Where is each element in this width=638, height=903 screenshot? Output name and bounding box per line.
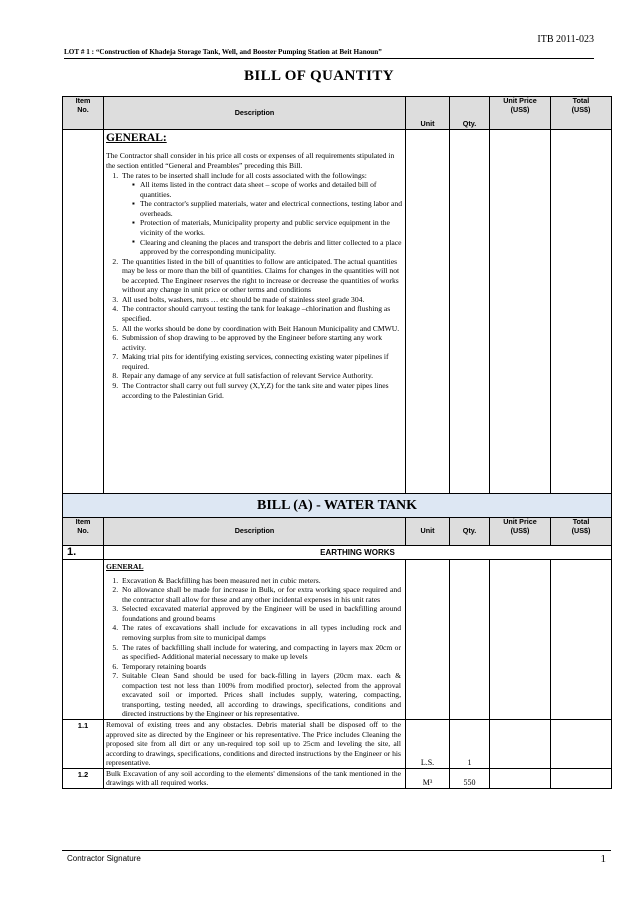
list-item: 1. The rates to be inserted shall include for all costs associated with the followings: ▪ All items listed in the contract data sheet – scope of works and detailed bill of quantities. ▪ The contractor's supplied materials, water and electrical connections, testing labor and overheads. ▪ Protection of materials, Municipality property and public service equipment in the vicinity of the works. ▪ Clearing and cleaning the places and transport the debris and litter collected to a place approved by the corresponding municipality. [120,171,405,257]
page-title: BILL OF QUANTITY [243,68,395,84]
col-unit-price-header: Unit Price (US$) [490,518,551,546]
item-description: Removal of existing trees and any obstacles. Debris material shall be disposed off to the approved site as directed by the Engineer or his representative. The Price includes Cleaning the proposed site from all dirt or any un-required top soil up to 25cm and leveling the site, all according to drawings, specifications, conditions and directed instructions by the Engineer or his representative. [104,720,406,769]
list-item: 6. Submission of shop drawing to be approved by the Engineer before starting any work activity. [120,333,405,352]
list-item: 7. Making trial pits for identifying existing services, connecting existing water pipelines if required. [120,352,405,371]
list-item: 6. Temporary retaining boards [120,662,401,672]
list-item: 2. The quantities listed in the bill of quantities to follow are anticipated. The actual quantities may be less or more than the bill of quantities. Claims for changes in the quantities will not be accepted. The Engineer reserves the right to increase or decrease the quantities of works without any change in unit price or other terms and conditions [120,257,405,295]
general-heading: GENERAL: [106,132,167,144]
list-item: 9. The Contractor shall carry out full survey (X,Y,Z) for the tank site and water pipes lines according to the Palestinian Grid. [120,381,405,400]
list-item: 8. Repair any damage of any service at full satisfaction of relevant Service Authority. [120,371,405,381]
col-unit-header: Unit [406,518,450,546]
bill-a-title: BILL (A) - WATER TANK [63,494,612,518]
col-item-header: Item No. [63,518,104,546]
col-unit-header: Unit [406,97,450,130]
table-header-row [63,97,612,130]
col-total-header: Total (US$) [551,97,612,130]
item-unit-price[interactable] [490,768,551,788]
item-total[interactable] [551,768,612,788]
general-row [63,130,612,494]
list-item: 5. The rates of backfilling shall include for watering, and compacting in layers max 20cm or as specified- Additional material necessary to make up levels [120,643,401,662]
list-item: 7. Suitable Clean Sand should be used for back-filling in layers (20cm max. each & compaction test not less than 100% from modified proctor), selected from the approval excavated soil or imported. Prices shall includes supply, watering, compacting, transporting, testing needed, all according to drawings, specifications, conditions and directed instructions by the Engineer or his representative. [120,671,401,719]
list-item: 4. The contractor should carryout testing the tank for leakage –chlorination and flushing as specified. [120,304,405,323]
col-unit-price-header: Unit Price (US$) [490,97,551,130]
lot-title: LOT # 1 : “Construction of Khadeja Storage Tank, Well, and Booster Pumping Station at Beit Hanoun” [64,48,594,59]
item-total[interactable] [551,720,612,769]
table-row [63,768,612,788]
item-unit-price[interactable] [490,720,551,769]
col-total-header: Total (US$) [551,518,612,546]
general-intro: The Contractor shall consider in his price all costs or expenses of all requirements stipulated in the section entitled “General and Preambles” preceding this Bill. [106,151,395,171]
general-conditions [104,130,406,494]
earthing-general-heading: GENERAL [106,562,144,571]
contractor-signature-label: Contractor Signature [67,854,141,863]
item-number: 1.2 [63,768,104,788]
section-row [63,546,612,560]
list-item: 3. Selected excavated material approved by the Engineer will be used in backfilling around foundations and ground beams [120,604,401,623]
col-qty-header: Qty. [450,97,490,130]
col-description-header: Description [104,518,406,546]
bullet-item: ▪ The contractor's supplied materials, water and electrical connections, testing labor and overheads. [132,199,405,218]
table-row [63,720,612,769]
footer-divider [62,850,611,851]
earthing-general-row [63,560,612,720]
item-qty: 1 [450,720,490,769]
page-number: 1 [600,853,606,865]
col-item-header: Item No. [63,97,104,130]
bullet-item: ▪ Clearing and cleaning the places and transport the debris and litter collected to a place approved by the corresponding municipality. [132,238,405,257]
list-item: 2. No allowance shall be made for increase in Bulk, or for extra working space required and the contractor shall allow for these and any other incidental expenses in his unit rates [120,585,401,604]
bullet-item: ▪ All items listed in the contract data sheet – scope of works and detailed bill of quantities. [132,180,405,199]
earthing-general-notes [104,560,406,720]
item-description: Bulk Excavation of any soil according to the elements' dimensions of the tank mentioned in the drawings with all required works. [104,768,406,788]
table-header-row [63,518,612,546]
section-title: EARTHING WORKS [104,546,612,560]
section-number: 1. [63,546,104,560]
document-reference: ITB 2011-023 [537,34,594,45]
general-table [62,96,612,494]
item-qty: 550 [450,768,490,788]
item-number: 1.1 [63,720,104,769]
list-item: 1. Excavation & Backfilling has been measured net in cubic meters. [120,576,401,586]
col-qty-header: Qty. [450,518,490,546]
list-item: 4. The rates of excavations shall include for excavations in all types including rock and removing surplus from site to municipal damps [120,623,401,642]
bullet-item: ▪ Protection of materials, Municipality property and public service equipment in the vicinity of the works. [132,218,405,237]
list-item: 5. All the works should be done by coordination with Beit Hanoun Municipality and CMWU. [120,324,405,334]
col-description-header: Description [104,97,406,130]
list-item: 3. All used bolts, washers, nuts … etc should be made of stainless steel grade 304. [120,295,405,305]
bill-a-title-row [63,494,612,518]
item-unit: L.S. [406,720,450,769]
bill-a-table [62,493,612,789]
item-unit: M³ [406,768,450,788]
